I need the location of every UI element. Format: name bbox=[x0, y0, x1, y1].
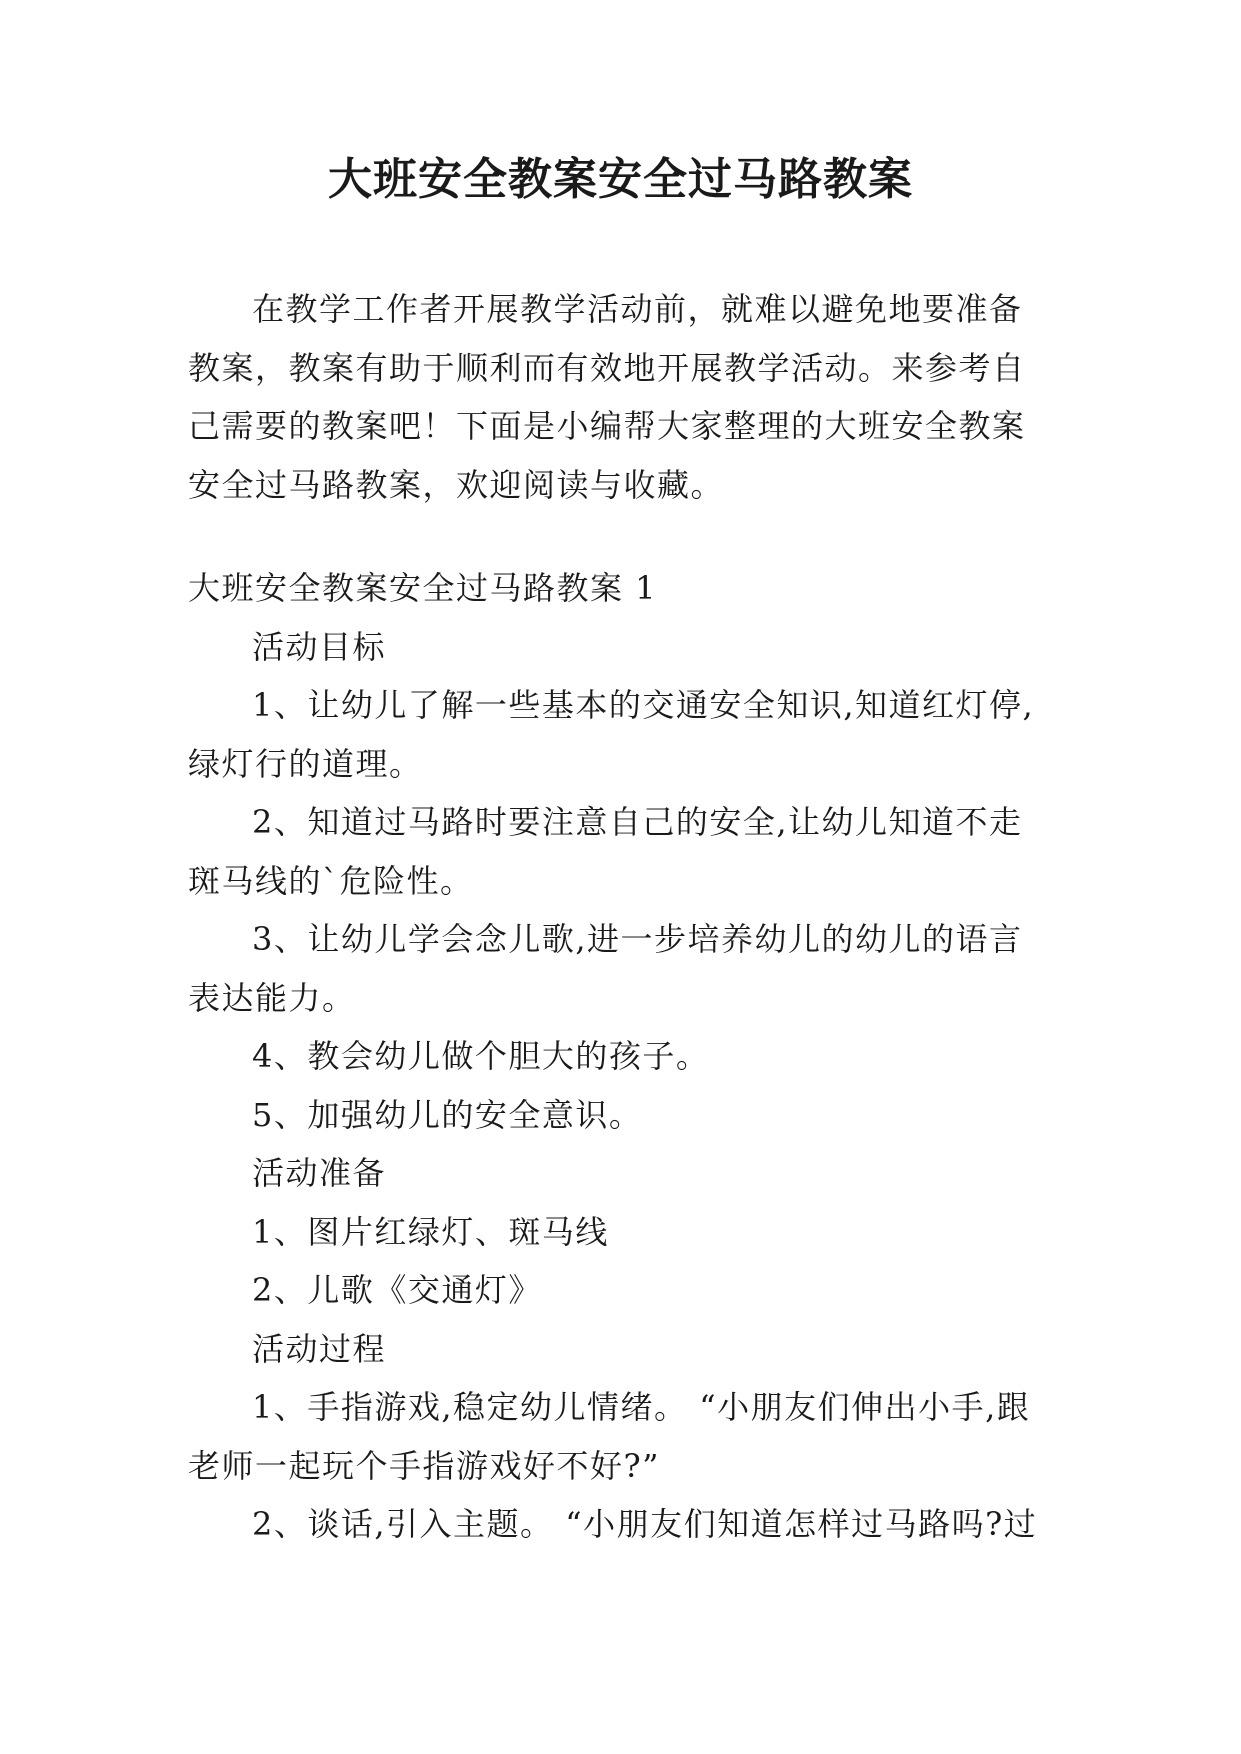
goal-item-3: 3、让幼儿学会念儿歌,进一步培养幼儿的幼儿的语言表达能力。 bbox=[188, 920, 1023, 1017]
goal-item-4: 4、教会幼儿做个胆大的孩子。 bbox=[252, 1037, 710, 1075]
prep-heading: 活动准备 bbox=[252, 1154, 387, 1192]
intro-paragraph: 在教学工作者开展教学活动前，就难以避免地要准备教案，教案有助于顺利而有效地开展教学活动。来参考自己需要的教案吧！下面是小编帮大家整理的大班安全教案安全过马路教案，欢迎阅读与收藏。 bbox=[188, 290, 1026, 504]
process-heading: 活动过程 bbox=[252, 1329, 387, 1368]
goal-item-2: 2、知道过马路时要注意自己的安全,让幼儿知道不走斑马线的`危险性。 bbox=[188, 803, 1023, 900]
goals-heading: 活动目标 bbox=[252, 627, 387, 666]
goal-item-5: 5、加强幼儿的安全意识。 bbox=[252, 1095, 643, 1134]
document-body bbox=[188, 280, 1048, 1554]
section-title: 大班安全教案安全过马路教案 1 bbox=[188, 569, 658, 607]
goal-item-1: 1、让幼儿了解一些基本的交通安全知识,知道红灯停,绿灯行的道理。 bbox=[188, 686, 1035, 783]
prep-item-2: 2、儿歌《交通灯》 bbox=[252, 1271, 542, 1309]
process-item-1: 1、手指游戏,稳定幼儿情绪。 “小朋友们伸出小手,跟老师一起玩个手指游戏好不好?” bbox=[188, 1388, 1031, 1485]
prep-item-1: 1、图片红绿灯、斑马线 bbox=[252, 1212, 609, 1251]
process-item-2: 2、谈话,引入主题。 “小朋友们知道怎样过马路吗?过 bbox=[252, 1505, 1038, 1543]
document-title: 大班安全教案安全过马路教案 bbox=[328, 154, 913, 205]
